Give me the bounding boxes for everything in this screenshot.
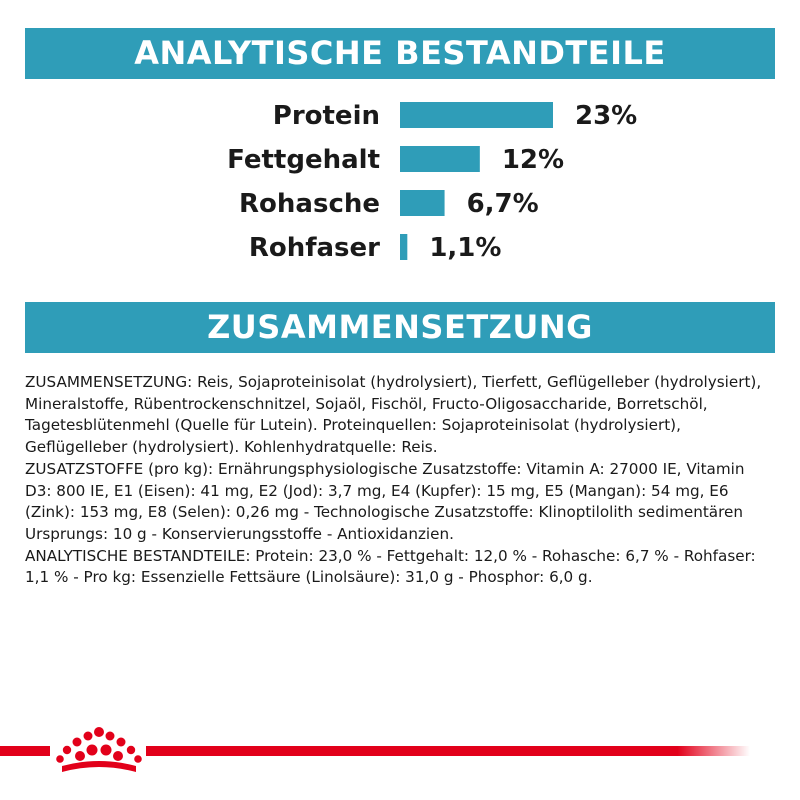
bar — [400, 146, 480, 172]
composition-paragraph-analysis: ANALYTISCHE BESTANDTEILE: Protein: 23,0 % - Fettgehalt: 12,0 % - Rohasche: 6,7 % - Rohfaser: 1,1 % - Pro kg: Essenzielle Fettsäure (Linolsäure): 31,0 g - Phosphor: 6,0 g. — [25, 546, 756, 587]
value-label: 12% — [501, 145, 565, 175]
composition-text — [25, 372, 775, 589]
crown-icon — [52, 726, 146, 780]
composition-paragraph-ingredients: ZUSAMMENSETZUNG: Reis, Sojaproteinisolat (hydrolysiert), Tierfett, Geflügelleber (hydrolysiert), Mineralstoffe, Rübentrockenschnitzel, Sojaöl, Fischöl, Fructo-Oligosaccharide, Borretschöl, Tagetesblütenmehl (Quelle für Lutein). Proteinquellen: Sojaproteinisolat (hydrolysiert), Geflügelleber (hydrolysiert). Kohlenhydratquelle: Reis. — [25, 373, 762, 457]
footer-line-left — [0, 746, 50, 756]
value-label: 1,1% — [429, 233, 502, 263]
bar — [400, 190, 445, 216]
value-label: 23% — [575, 101, 638, 131]
composition-heading: ZUSAMMENSETZUNG — [25, 302, 775, 353]
nutrient-bar-chart — [0, 90, 800, 280]
category-label: Rohfaser — [248, 233, 380, 263]
bar — [400, 102, 553, 128]
composition-paragraph-additives: ZUSATZSTOFFE (pro kg): Ernährungsphysiologische Zusatzstoffe: Vitamin A: 27000 IE, Vitamin D3: 800 IE, E1 (Eisen): 41 mg, E2 (Jod): 3,7 mg, E4 (Kupfer): 15 mg, E5 (Mangan): 54 mg, E6 (Zink): 153 mg, E8 (Selen): 0,26 mg - Technologische Zusatzstoffe: Klinoptilolith sedimentären Ursprungs: 10 g - Konservierungsstoffe - Antioxidanzien. — [25, 459, 745, 543]
analysis-heading: ANALYTISCHE BESTANDTEILE — [25, 28, 775, 79]
category-label: Fettgehalt — [227, 145, 380, 175]
bar — [400, 234, 407, 260]
value-label: 6,7% — [466, 189, 539, 219]
category-label: Protein — [272, 101, 380, 131]
footer-line-right — [146, 746, 750, 756]
category-label: Rohasche — [239, 189, 380, 219]
